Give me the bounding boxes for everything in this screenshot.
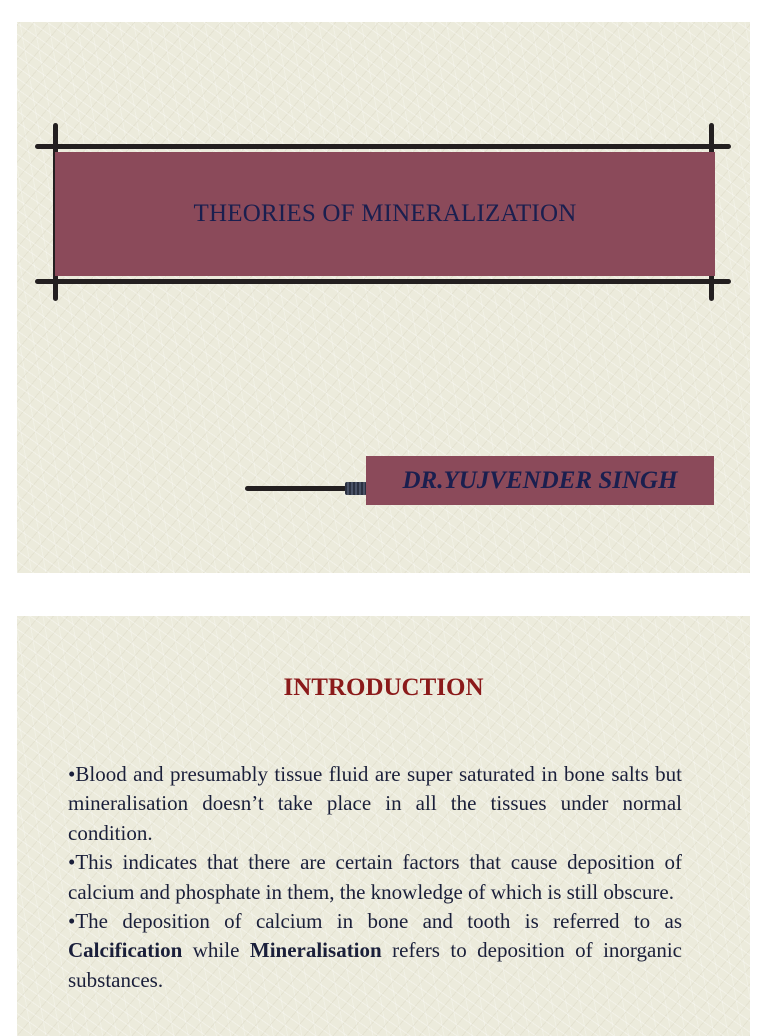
bullet-paragraph-2: •This indicates that there are certain factors that cause deposition of calcium and phosphate in them, the knowledge of which is still obscure. [68, 850, 682, 904]
section-heading: INTRODUCTION [283, 674, 484, 701]
bullet-3-middle: while [182, 938, 250, 963]
author-pointer-connector [345, 482, 367, 495]
title-slide [17, 22, 750, 573]
bullet-paragraph-3 [68, 907, 682, 995]
author-pointer-line [245, 486, 347, 491]
frame-bottom-line [35, 279, 731, 284]
slide-title: THEORIES OF MINERALIZATION [193, 200, 577, 227]
term-mineralisation: Mineralisation [249, 938, 382, 963]
author-box [366, 456, 714, 505]
bullet-3-end: refers to deposition of inorganic substances. [68, 938, 682, 992]
introduction-slide [17, 616, 750, 1036]
title-box [55, 152, 715, 276]
bullet-paragraph-1: •Blood and presumably tissue fluid are super saturated in bone salts but mineralisation doesn’t take place in all the tissues under normal condition. [68, 762, 682, 845]
author-name: DR.YUJVENDER SINGH [402, 466, 678, 494]
intro-body [68, 760, 682, 995]
bullet-3-start: •The deposition of calcium in bone and tooth is referred to as [68, 909, 682, 934]
frame-top-line [35, 144, 731, 149]
term-calcification: Calcification [68, 938, 183, 963]
